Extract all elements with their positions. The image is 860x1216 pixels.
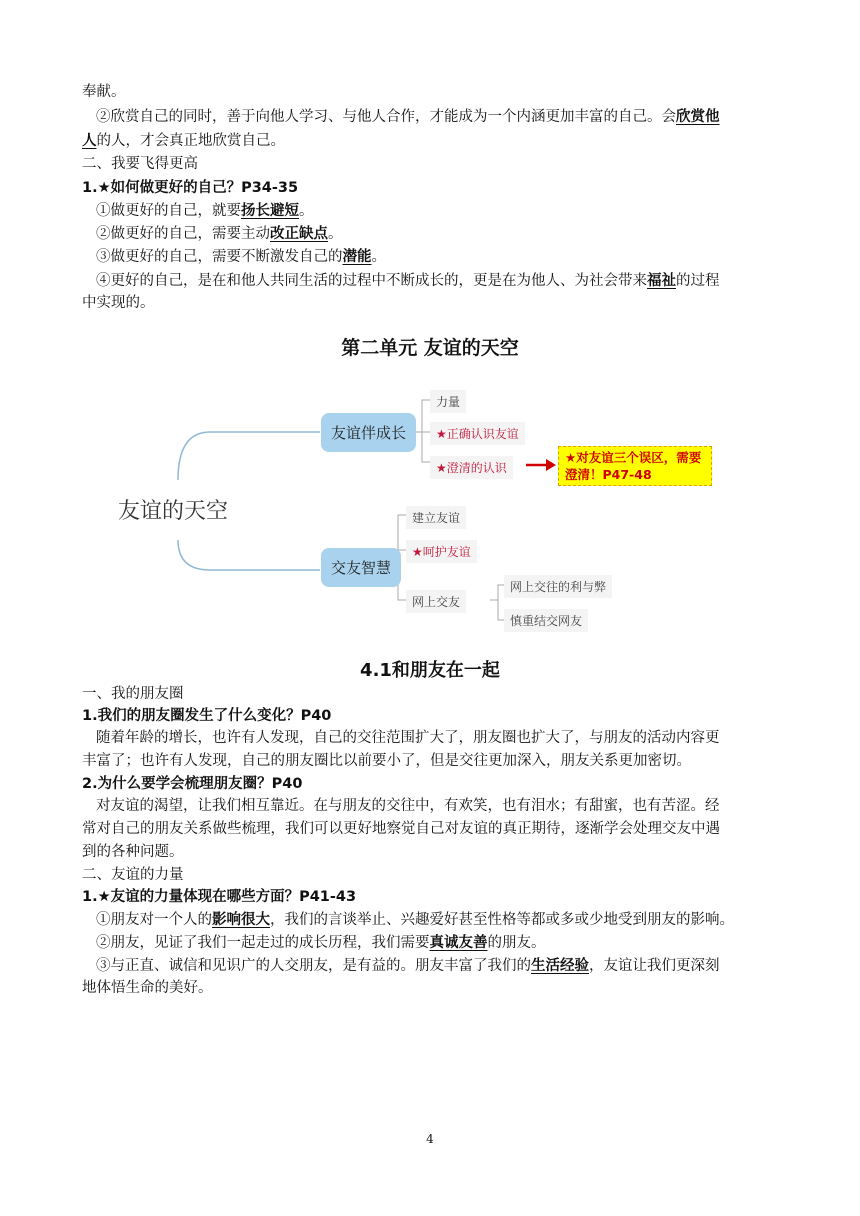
text-line: ②做更好的自己，需要主动改正缺点。 xyxy=(96,225,343,242)
mind-map-leaf: 慎重结交网友 xyxy=(504,609,588,632)
keyword: 生活经验 xyxy=(531,957,589,974)
mind-map-branch: 交友智慧 xyxy=(321,548,401,587)
question-heading: 2.为什么要学会梳理朋友圈？P40 xyxy=(82,776,303,792)
text-line: ②朋友，见证了我们一起走过的成长历程，我们需要真诚友善的朋友。 xyxy=(96,934,546,951)
keyword: 福祉 xyxy=(647,272,676,289)
text-line: 丰富了；也许有人发现，自己的朋友圈比以前要小了，但是交往更加深入，朋友关系更加密切。 xyxy=(82,753,691,769)
question-heading: 1.★如何做更好的自己？P34-35 xyxy=(82,180,299,196)
mind-map-leaf: 网上交往的利与弊 xyxy=(504,575,612,598)
text-line: 到的各种问题。 xyxy=(82,844,184,860)
keyword: 欣赏他 xyxy=(676,108,720,125)
mind-map-leaf: ★澄清的认识 xyxy=(430,456,513,479)
mind-map-leaf: 建立友谊 xyxy=(406,506,466,529)
question-heading: 1.★友谊的力量体现在哪些方面？P41-43 xyxy=(82,889,357,905)
text-line: 随着年龄的增长，也许有人发现，自己的交往范围扩大了，朋友圈也扩大了，与朋友的活动内容更 xyxy=(96,730,720,746)
text-line: 地体悟生命的美好。 xyxy=(82,980,213,996)
question-heading: 1.我们的朋友圈发生了什么变化？P40 xyxy=(82,708,332,724)
section-title: 4.1和朋友在一起 xyxy=(360,660,500,681)
mind-map-leaf: ★正确认识友谊 xyxy=(430,422,525,445)
keyword: 真诚友善 xyxy=(429,934,488,951)
keyword: 扬长避短 xyxy=(241,202,299,219)
keyword: 改正缺点 xyxy=(270,225,328,242)
text-line: ②欣赏自己的同时，善于向他人学习、与他人合作，才能成为一个内涵更加丰富的自己。会欣赏他 xyxy=(96,108,720,125)
text-line: 中实现的。 xyxy=(82,295,155,311)
section-heading: 二、我要飞得更高 xyxy=(82,156,198,172)
section-heading: 二、友谊的力量 xyxy=(82,867,184,883)
text-line: ①朋友对一个人的影响很大，我们的言谈举止、兴趣爱好甚至性格等都或多或少地受到朋友的影响。 xyxy=(96,911,734,928)
keyword: 潜能 xyxy=(342,248,372,265)
callout-note: ★对友谊三个误区，需要澄清！P47-48 xyxy=(558,446,712,486)
mind-map xyxy=(100,380,740,640)
mind-map-leaf: 网上交友 xyxy=(406,590,466,613)
text-line: 常对自己的朋友关系做些梳理，我们可以更好地察觉自己对友谊的真正期待，逐渐学会处理交友中遇 xyxy=(82,821,720,837)
mind-map-leaf: ★呵护友谊 xyxy=(406,540,477,563)
text-line: ④更好的自己，是在和他人共同生活的过程中不断成长的，更是在为他人、为社会带来福祉的过程 xyxy=(96,272,720,289)
text-line: 人的人，才会真正地欣赏自己。 xyxy=(82,132,285,149)
keyword: 影响很大 xyxy=(212,911,270,928)
section-heading: 一、我的朋友圈 xyxy=(82,686,184,702)
page-number: 4 xyxy=(426,1132,434,1146)
text-line: 奉献。 xyxy=(82,84,126,100)
text-line: 对友谊的渴望，让我们相互靠近。在与朋友的交往中，有欢笑，也有泪水；有甜蜜，也有苦涩。经 xyxy=(96,798,720,814)
mind-map-branch: 友谊伴成长 xyxy=(321,413,416,452)
mind-map-leaf: 力量 xyxy=(430,390,466,413)
text-line: ③做更好的自己，需要不断激发自己的潜能。 xyxy=(96,248,386,265)
unit-title: 第二单元 友谊的天空 xyxy=(341,337,519,359)
keyword: 人 xyxy=(82,132,97,149)
text-line: ①做更好的自己，就要扬长避短。 xyxy=(96,202,314,219)
mind-map-root: 友谊的天空 xyxy=(118,499,229,524)
text-line: ③与正直、诚信和见识广的人交朋友，是有益的。朋友丰富了我们的生活经验，友谊让我们更深刻 xyxy=(96,957,720,974)
